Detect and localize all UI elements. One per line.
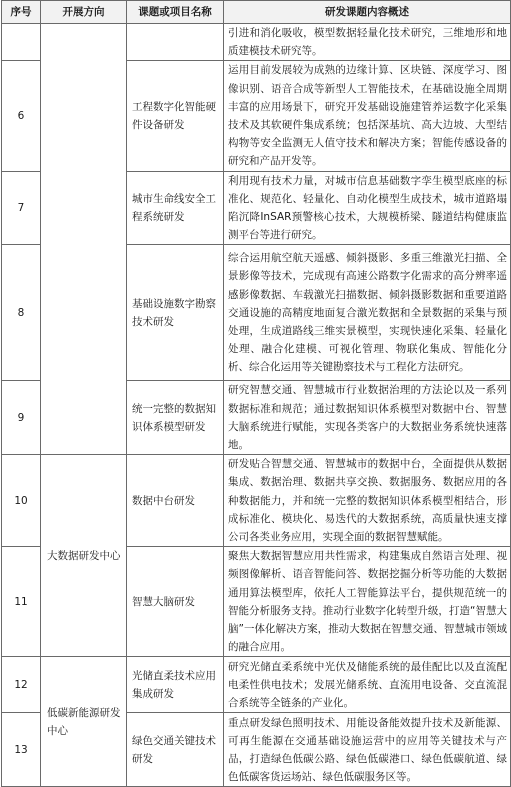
row-topic: 绿色交通关键技术研发 (127, 713, 224, 787)
direction-bigdata: 大数据研发中心 (41, 455, 127, 657)
row-seq (2, 24, 41, 61)
row-summary: 聚焦大数据智慧应用共性需求，构建集成自然语言处理、视频图像解析、语音智能问答、数据挖掘分析等功能的大数据通用算法模型库，依托人工智能算法平台，提供规范统一的智能分析服务支持。推动行业数字化转型升级，打造“智慧大脑”一体化解决方案，推动大数据在智慧交通、智慧城市领域的融合应用。 (224, 547, 511, 657)
direction-cell-empty (41, 24, 127, 455)
row-topic: 基础设施数字勘察技术研发 (127, 245, 224, 381)
row-summary: 研发贴合智慧交通、智慧城市的数据中台，全面提供从数据集成、数据治理、数据共享交换、数据服务、数据应用的各种数据能力，并和统一完整的数据知识体系模型相结合，形成标准化、模块化、易迭代的大数据系统，高质量快速支撑公司各类业务应用，实现全面的数据智慧赋能。 (224, 455, 511, 547)
header-topic: 课题或项目名称 (127, 1, 224, 24)
row-summary: 引进和消化吸收，模型数据轻量化技术研究，三维地形和地质建模技术研究等。 (224, 24, 511, 61)
row-seq: 7 (2, 171, 41, 245)
row-topic (127, 24, 224, 61)
header-direction: 开展方向 (41, 1, 127, 24)
direction-lowcarbon: 低碳新能源研发中心 (41, 657, 127, 787)
row-seq: 12 (2, 657, 41, 713)
research-topics-table (1, 0, 511, 787)
row-seq: 9 (2, 381, 41, 455)
row-seq: 10 (2, 455, 41, 547)
row-topic: 城市生命线安全工程系统研发 (127, 171, 224, 245)
row-summary: 利用现有技术力量，对城市信息基础数字孪生模型底座的标准化、规范化、轻量化、自动化模型生成技术，城市道路塌陷沉降InSAR预警核心技术，大规模桥梁、隧道结构健康监测平台等进行研究。 (224, 171, 511, 245)
row-topic: 光储直柔技术应用集成研发 (127, 657, 224, 713)
row-seq: 11 (2, 547, 41, 657)
header-seq: 序号 (2, 1, 41, 24)
row-seq: 13 (2, 713, 41, 787)
table-row (2, 455, 511, 547)
row-topic: 智慧大脑研发 (127, 547, 224, 657)
row-topic: 统一完整的数据知识体系模型研发 (127, 381, 224, 455)
row-summary: 运用目前发展较为成熟的边缘计算、区块链、深度学习、图像识别、语音合成等新型人工智能技术，在基础设施全周期丰富的应用场景下，研究开发基础设施建管养运数字化采集技术及其软硬件集成系统；包括深基坑、高大边坡、大型结构物等安全监测无人值守技术和解决方案；智能传感设备的研究和产品开发等。 (224, 61, 511, 171)
table-row (2, 24, 511, 61)
row-summary: 综合运用航空航天遥感、倾斜摄影、多重三维激光扫描、全景影像等技术，完成现有高速公路数字化需求的高分辨率遥感影像数据、车载激光扫描数据、倾斜摄影数据和重要道路交通设施的高精度地面复合激光数据和全景数据的采集与预处理，生成道路线三维实景模型，实现快速化采集、轻量化处理、融合化建模、可视化管理、物联化集成、智能化分析、综合化运用等关键勘察技术与工程化方法研究。 (224, 245, 511, 381)
row-seq: 8 (2, 245, 41, 381)
row-topic: 工程数字化智能硬件设备研发 (127, 61, 224, 171)
row-topic: 数据中台研发 (127, 455, 224, 547)
header-summary: 研发课题内容概述 (224, 1, 511, 24)
row-summary: 重点研发绿色照明技术、用能设备能效提升技术及新能源、可再生能源在交通基础设施运营中的应用等关键技术与产品，打造绿色低碳公路、绿色低碳港口、绿色低碳航道、绿色低碳客货运场站、绿色低碳服务区等。 (224, 713, 511, 787)
row-summary: 研究光储直柔系统中光伏及储能系统的最佳配比以及直流配电柔性供电技术；发展光储系统、直流用电设备、交直流混合系统等全链条的产业化。 (224, 657, 511, 713)
table-row (2, 657, 511, 713)
table-header-row (2, 1, 511, 24)
row-summary: 研究智慧交通、智慧城市行业数据治理的方法论以及一系列数据标准和规范；通过数据知识体系模型对数据中台、智慧大脑系统进行赋能，实现各类客户的大数据业务系统快速落地。 (224, 381, 511, 455)
row-seq: 6 (2, 61, 41, 171)
